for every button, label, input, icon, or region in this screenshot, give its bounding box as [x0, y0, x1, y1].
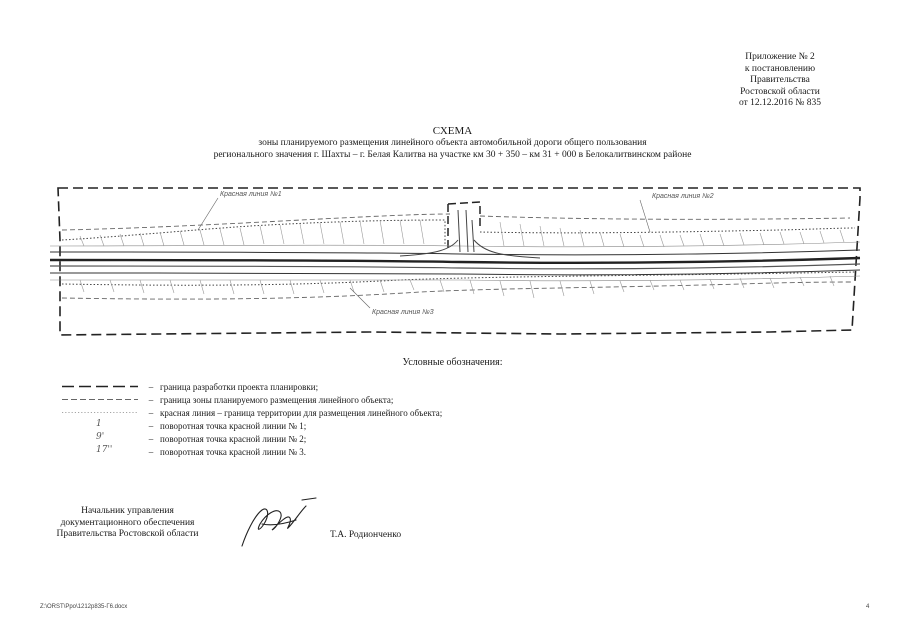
signer-position-line: Правительства Ростовской области: [56, 529, 199, 539]
red-line-1: [62, 220, 445, 246]
side-road-line: [458, 210, 474, 252]
title-subtitle-line-1: зоны планируемого размещения линейного объекта автомобильной дороги общего пользования: [258, 138, 647, 148]
red-line-2: [480, 228, 855, 233]
label-leader-line: [198, 198, 218, 230]
title-heading: СХЕМА: [432, 125, 473, 137]
legend-symbol-point-1: [62, 419, 142, 432]
signer-position: [40, 506, 215, 541]
legend-symbol-dotted: [62, 406, 142, 419]
legend-dash: –: [148, 394, 154, 405]
road-lane-line: [50, 264, 860, 269]
legend-symbol-short-dash: [62, 393, 142, 406]
legend-text: красная линия – граница территории для размещения линейного объекта;: [160, 407, 443, 418]
legend-symbol-long-dash: [62, 380, 142, 393]
legend-heading: Условные обозначения:: [402, 357, 503, 368]
legend-dash: –: [148, 407, 154, 418]
legend-item: [62, 432, 662, 445]
appendix-line: от 12.12.2016 № 835: [739, 98, 821, 108]
point-number-1-icon: 1: [96, 419, 102, 429]
signer-position-line: Начальник управления: [81, 506, 174, 516]
label-leader-line: [640, 200, 650, 232]
footer-file-path: Z:\ORST\Ppo\1212p835-Г6.docx: [40, 604, 128, 610]
legend-text: граница зоны планируемого размещения линейного объекта;: [160, 394, 394, 405]
legend-item: [62, 380, 662, 393]
legend-text: поворотная точка красной линии № 3.: [160, 446, 306, 457]
legend-dash: –: [148, 433, 154, 444]
road-scheme-drawing: [40, 180, 870, 345]
legend-dash: –: [148, 381, 154, 392]
placement-zone-line: [62, 214, 850, 230]
red-line-1-label: Красная линия №1: [220, 191, 282, 198]
road-center-line: [50, 258, 860, 263]
appendix-block: [700, 52, 860, 110]
point-number-3-icon: 17'': [96, 445, 113, 455]
red-line-3-label: Красная линия №3: [372, 309, 434, 316]
legend: [62, 380, 662, 458]
document-title: [0, 125, 905, 161]
legend-item: [62, 393, 662, 406]
title-subtitle-line-2: регионального значения г. Шахты – г. Белая Калитва на участке км 30 + 350 – км 31 + 000 в Белокалитвинском районе: [213, 149, 692, 160]
placement-zone-line: [62, 282, 852, 299]
appendix-line: Ростовской области: [740, 86, 820, 97]
signer-position-line: документационного обеспечения: [60, 517, 195, 528]
appendix-line: Правительства: [750, 75, 810, 85]
legend-symbol-point-2: [62, 432, 142, 445]
legend-text: поворотная точка красной линии № 1;: [160, 420, 307, 431]
page-number: 4: [866, 604, 870, 610]
label-leader-line: [350, 288, 370, 308]
handwritten-signature: [236, 494, 326, 552]
legend-item: [62, 406, 662, 419]
red-line-2-label: Красная линия №2: [652, 193, 714, 200]
junction-curve-line: [400, 240, 540, 258]
legend-item: [62, 419, 662, 432]
embankment-hatching-upper: [80, 220, 844, 247]
appendix-line: к постановлению: [744, 63, 816, 74]
legend-item: [62, 445, 662, 458]
appendix-line: Приложение № 2: [745, 52, 815, 62]
short-dash-line-icon: [62, 393, 142, 406]
legend-text: граница разработки проекта планировки;: [160, 381, 319, 392]
road-edge-line: [50, 250, 860, 255]
legend-symbol-point-3: [62, 445, 142, 458]
junction-boundary-line: [448, 202, 480, 250]
legend-dash: –: [148, 420, 154, 431]
point-number-2-icon: 9': [96, 432, 105, 442]
legend-text: поворотная точка красной линии № 2;: [160, 433, 307, 444]
signer-name: Т.А. Родионченко: [330, 530, 402, 540]
dotted-line-icon: [62, 406, 142, 419]
long-dash-line-icon: [62, 380, 142, 393]
legend-dash: –: [148, 446, 154, 457]
